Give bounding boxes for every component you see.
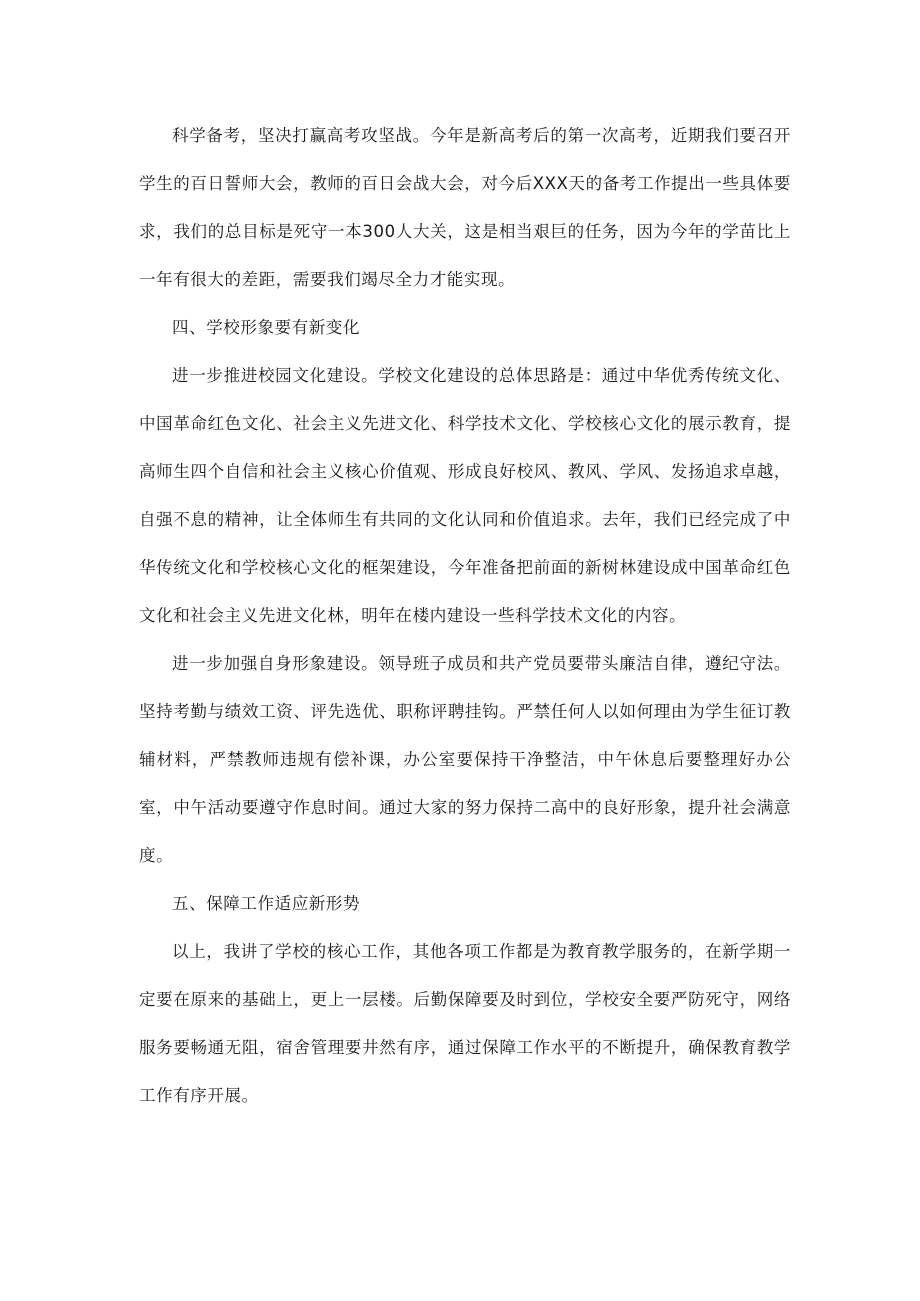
paragraph-campus-culture: 进一步推进校园文化建设。学校文化建设的总体思路是：通过中华优秀传统文化、中国革命红色文化、社会主义先进文化、科学技术文化、学校核心文化的展示教育，提高师生四个自信和社会主义核心价值观、形成良好校风、教风、学风、发扬追求卓越，自强不息的精神，让全体师生有共同的文化认同和价值追求。去年，我们已经完成了中华传统文化和学校核心文化的框架建设，今年准备把前面的新树林建设成中国革命红色文化和社会主义先进文化林，明年在楼内建设一些科学技术文化的内容。 [139,366,791,625]
section-heading-support-work: 五、保障工作适应新形势 [172,894,361,913]
document-body [139,112,791,1120]
section-heading-school-image: 四、学校形象要有新变化 [172,318,361,337]
paragraph-self-image: 进一步加强自身形象建设。领导班子成员和共产党员要带头廉洁自律，遵纪守法。坚持考勤与绩效工资、评先选优、职称评聘挂钩。严禁任何人以如何理由为学生征订教辅材料，严禁教师违规有偿补课，办公室要保持干净整洁，中午休息后要整理好办公室，中午活动要遵守作息时间。通过大家的努力保持二高中的良好形象，提升社会满意度。 [139,654,791,865]
paragraph-support-services: 以上，我讲了学校的核心工作，其他各项工作都是为教育教学服务的，在新学期一定要在原来的基础上，更上一层楼。后勤保障要及时到位，学校安全要严防死守，网络服务要畅通无阻，宿舍管理要井然有序，通过保障工作水平的不断提升，确保教育教学工作有序开展。 [139,942,791,1105]
paragraph-exam-preparation: 科学备考，坚决打赢高考攻坚战。今年是新高考后的第一次高考，近期我们要召开学生的百日誓师大会，教师的百日会战大会，对今后XXX天的备考工作提出一些具体要求，我们的总目标是死守一本300人大关，这是相当艰巨的任务，因为今年的学苗比上一年有很大的差距，需要我们竭尽全力才能实现。 [139,126,791,289]
